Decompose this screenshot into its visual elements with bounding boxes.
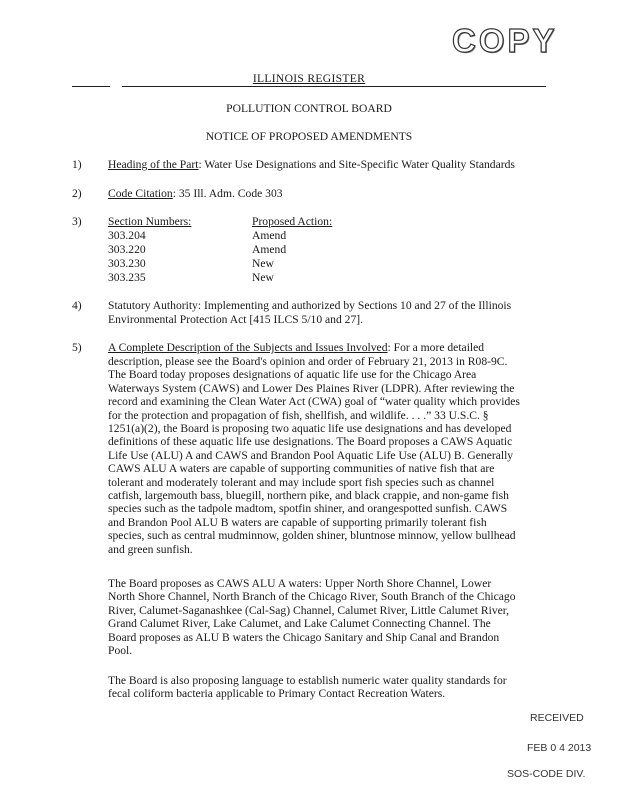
text-line: Board proposes as ALU B waters the Chicago Sanitary and Ship Canal and Brandon <box>108 630 500 644</box>
text-line: tolerant and moderately tolerant and may include sport fish species such as channel <box>108 475 495 489</box>
text-line: definitions of these aquatic life use designations. The Board proposes a CAWS Aquatic <box>108 435 513 449</box>
text-line: The Board proposes as CAWS ALU A waters: Upper North Shore Channel, Lower <box>108 577 492 590</box>
table-row: 303.235 <box>108 271 146 284</box>
table-row: 303.220 <box>108 243 146 256</box>
header-rule-left <box>72 86 110 87</box>
text-line: River, Calumet-Saganashkee (Cal-Sag) Channel, Calumet River, Little Calumet River, <box>108 603 510 617</box>
item-2-label: Code Citation <box>108 187 173 200</box>
table-row: 303.204 <box>108 229 146 242</box>
paragraph-2 <box>108 577 540 657</box>
item-1-label: Heading of the Part <box>108 158 199 171</box>
header-rule-right <box>122 86 546 87</box>
item-2-number: 2) <box>72 187 82 200</box>
text-line: The Board today proposes designations of aquatic life use for the Chicago Area <box>108 368 477 382</box>
item-5-text: : For a more detailed <box>387 341 485 354</box>
item-5-first-line <box>108 341 540 354</box>
register-title: ILLINOIS REGISTER <box>252 72 366 85</box>
text-line: Grand Calumet River, Lake Calumet, and Lake Calumet Connecting Channel. The <box>108 617 491 631</box>
section-numbers-header: Section Numbers: <box>108 215 192 228</box>
paragraph-3 <box>108 674 540 701</box>
text-line: and green sunfish. <box>108 542 193 556</box>
item-3-number: 3) <box>72 215 82 228</box>
table-row-action: Amend <box>252 243 287 256</box>
text-line: description, please see the Board's opinion and order of February 21, 2013 in R08-9C. <box>108 355 508 368</box>
table-row-action: New <box>252 271 274 284</box>
text-line: North Shore Channel, North Branch of the Chicago River, South Branch of the Chicago <box>108 590 516 604</box>
text-line: 1251(a)(2), the Board is proposing two aquatic life use designations and has developed <box>108 422 512 436</box>
item-1 <box>108 158 540 171</box>
received-stamp-division: SOS-CODE DIV. <box>507 768 586 780</box>
proposed-action-header: Proposed Action: <box>252 215 333 228</box>
text-line: for the protection and propagation of fish, shellfish, and wildlife. . . .” 33 U.S.C. § <box>108 408 489 422</box>
text-line: catfish, largemouth bass, bluegill, northern pike, and black crappie, and non-game fish <box>108 489 509 503</box>
text-line: species such as the tadpole madtom, spotfin shiner, and orangespotted sunfish. CAWS <box>108 502 508 516</box>
item-5-label: A Complete Description of the Subjects and Issues Involved <box>108 341 388 354</box>
item-1-text: : Water Use Designations and Site-Specific Water Quality Standards <box>198 158 515 171</box>
notice-title: NOTICE OF PROPOSED AMENDMENTS <box>205 130 413 143</box>
paragraph-1 <box>108 355 540 556</box>
table-row: 303.230 <box>108 257 146 270</box>
text-line: CAWS ALU A waters are capable of supporting communities of native fish that are <box>108 462 495 476</box>
copy-stamp: COPY <box>452 22 558 59</box>
text-line: record and examining the Clean Water Act (CWA) goal of “water quality which provides <box>108 395 520 409</box>
text-line: Waterways System (CAWS) and Lower Des Plaines River (LDPR). After reviewing the <box>108 381 515 395</box>
board-title: POLLUTION CONTROL BOARD <box>226 102 392 115</box>
item-4-line-2: Environmental Protection Act [415 ILCS 5/10 and 27]. <box>108 313 364 326</box>
item-1-number: 1) <box>72 158 82 171</box>
table-row-action: Amend <box>252 229 287 242</box>
text-line: fecal coliform bacteria applicable to Primary Contact Recreation Waters. <box>108 687 446 701</box>
received-stamp-text: RECEIVED <box>530 712 584 724</box>
text-line: and Brandon Pool ALU B waters are capable of supporting primarily tolerant fish <box>108 515 487 529</box>
text-line: The Board is also proposing language to establish numeric water quality standards for <box>108 674 507 687</box>
item-5-number: 5) <box>72 341 82 354</box>
item-4-number: 4) <box>72 299 82 312</box>
item-4-line-1: Statutory Authority: Implementing and authorized by Sections 10 and 27 of the Illinois <box>108 299 512 312</box>
item-2 <box>108 187 540 200</box>
text-line: Pool. <box>108 644 133 658</box>
text-line: Life Use (ALU) A and CAWS and Brandon Pool Aquatic Life Use (ALU) B. Generally <box>108 448 514 462</box>
text-line: species, such as central mudminnow, golden shiner, bluntnose minnow, yellow bullhead <box>108 529 516 543</box>
received-stamp-date: FEB 0 4 2013 <box>527 742 592 754</box>
table-row-action: New <box>252 257 274 270</box>
item-2-text: : 35 Ill. Adm. Code 303 <box>172 187 283 200</box>
